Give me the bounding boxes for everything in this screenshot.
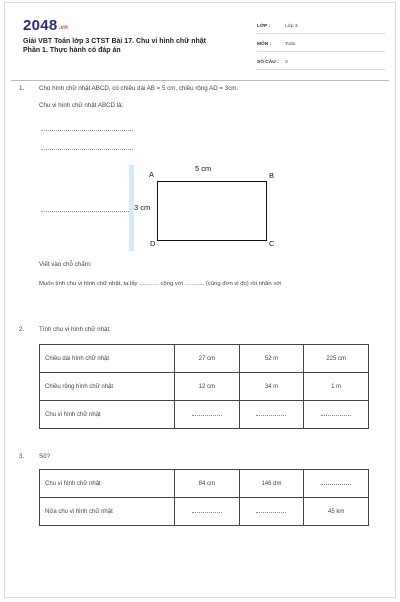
q3-table (39, 469, 369, 526)
document-title (23, 37, 238, 55)
meta-subject: MÔN : Toán (257, 37, 385, 52)
meta-question-count: SỐ CÂU : 3 (257, 55, 385, 70)
table-cell: 1 m (304, 373, 369, 401)
vertex-a-label: A (149, 170, 155, 179)
q1-number: 1. (19, 85, 25, 92)
answer-cell[interactable] (175, 401, 240, 429)
row-label: Nửa chu vi hình chữ nhật (40, 498, 175, 526)
table-cell: 146 dm (239, 470, 304, 498)
row-label: Chiều dài hình chữ nhật (40, 345, 175, 373)
width-label: 3 cm (134, 203, 151, 212)
title-line-1: Giải VBT Toán lớp 3 CTST Bài 17. Chu vi hình chữ nhật (23, 38, 206, 45)
answer-cell[interactable] (175, 498, 240, 526)
answer-line[interactable] (41, 149, 133, 150)
answer-line[interactable] (41, 211, 129, 212)
page-header (5, 3, 395, 75)
meta-class: LỚP : Lớp 3 (257, 19, 385, 34)
table-cell: 12 cm (175, 373, 240, 401)
vertex-c-label: C (269, 239, 275, 248)
table-cell: 45 km (304, 498, 369, 526)
row-label: Chu vi hình chữ nhật (40, 401, 175, 429)
q2-table (39, 344, 369, 429)
table-cell: 34 m (239, 373, 304, 401)
table-cell: 225 cm (304, 345, 369, 373)
row-label: Chiều rộng hình chữ nhật (40, 373, 175, 401)
vertex-b-label: B (269, 171, 275, 180)
table-row (40, 401, 369, 429)
fill-sentence: Muốn tính chu vi hình chữ nhật, ta lấy ............ cộng với ............ (cùng đơn vị đo) rồi nhân với (39, 281, 282, 287)
answer-cell[interactable] (239, 401, 304, 429)
row-label: Chu vi hình chữ nhật (40, 470, 175, 498)
answer-cell[interactable] (239, 498, 304, 526)
table-row (40, 373, 369, 401)
answer-cell[interactable] (304, 401, 369, 429)
table-row (40, 345, 369, 373)
q1-subtext: Chu vi hình chữ nhật ABCD là: (39, 102, 124, 109)
table-cell: 27 cm (175, 345, 240, 373)
fill-instruction: Viết vào chỗ chấm: (39, 261, 92, 268)
table-cell: 52 m (239, 345, 304, 373)
worksheet-page (4, 2, 396, 598)
answer-cell[interactable] (304, 470, 369, 498)
length-label: 5 cm (195, 164, 212, 173)
vertex-d-label: D (150, 239, 156, 248)
rectangle-abcd (157, 181, 267, 241)
table-row (40, 470, 369, 498)
table-row (40, 498, 369, 526)
table-cell: 84 cm (175, 470, 240, 498)
header-divider (11, 80, 389, 81)
site-logo[interactable]: $2048_{.vn}$ (23, 17, 69, 34)
q2-text: Tính chu vi hình chữ nhật. (39, 326, 111, 333)
q1-text: Cho hình chữ nhật ABCD, có chiều dài AB = 5 cm, chiều rộng AD = 3cm. (39, 85, 239, 92)
meta-box (257, 19, 385, 73)
q3-number: 3. (19, 453, 25, 460)
title-line-2: Phần 1. Thực hành có đáp án (23, 47, 121, 54)
q3-text: Số? (39, 453, 51, 460)
q2-number: 2. (19, 326, 25, 333)
answer-line[interactable] (41, 130, 133, 131)
